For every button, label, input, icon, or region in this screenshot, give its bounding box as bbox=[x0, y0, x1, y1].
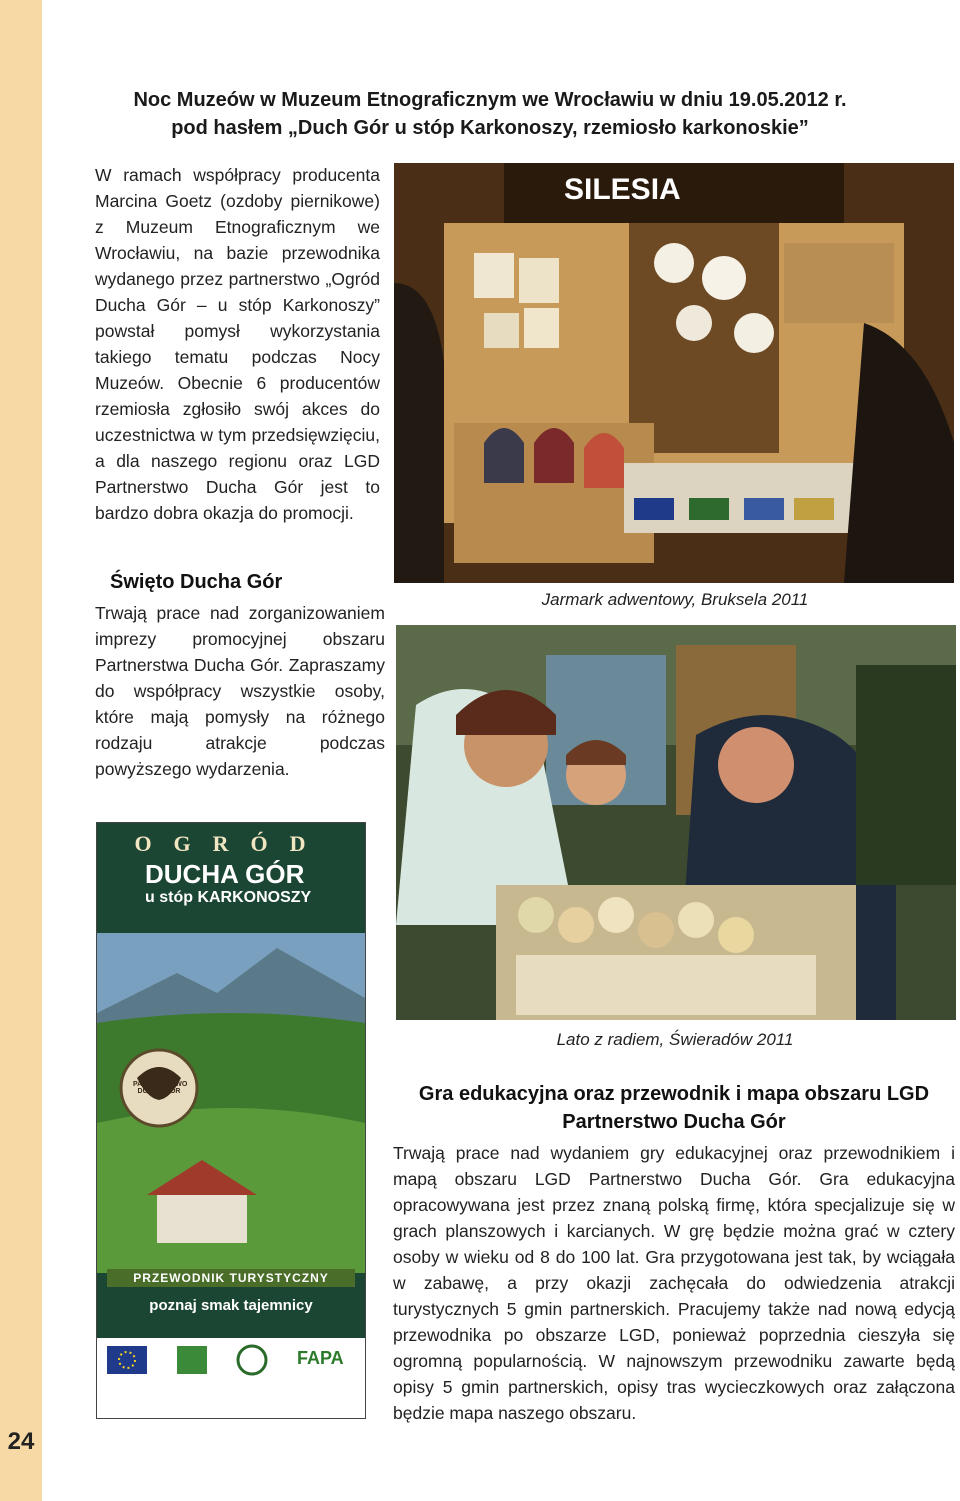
cover-title-karkonoszy: u stóp KARKONOSZY bbox=[145, 889, 312, 906]
section2-heading: Gra edukacyjna oraz przewodnik i mapa obszaru LGD Partnerstwo Ducha Gór bbox=[418, 1083, 930, 1133]
caption-photo2: Lato z radiem, Świeradów 2011 bbox=[556, 1030, 794, 1049]
cover-partnership-logo: PARTNERSTWO DUCHA GÓR bbox=[133, 1081, 188, 1095]
section-swieto bbox=[95, 568, 385, 782]
page-sidebar bbox=[0, 0, 42, 1501]
cover-logos bbox=[97, 1338, 365, 1418]
cover-band: PRZEWODNIK TURYSTYCZNY bbox=[107, 1269, 355, 1287]
section1-text: Trwają prace nad zorganizowaniem imprezy promocyjnej obszaru Partnerstwa Ducha Gór. Zapraszamy do współpracy wszystkie osoby, które mają pomysły na różnego rodzaju atrakcje podczas powyższego wydarzenia. bbox=[95, 603, 385, 779]
fapa-logo: FAPA bbox=[297, 1348, 344, 1368]
photo-advent-market bbox=[394, 163, 954, 583]
caption-photo1: Jarmark adwentowy, Bruksela 2011 bbox=[541, 590, 809, 609]
stall-sign: SILESIA bbox=[564, 173, 681, 206]
section1-heading: Święto Ducha Gór bbox=[110, 571, 283, 593]
guide-cover bbox=[96, 822, 366, 1419]
photo-summer-radio bbox=[396, 625, 956, 1020]
page-title-line1: Noc Muzeów w Muzeum Etnograficznym we Wrocławiu w dniu 19.05.2012 r. bbox=[133, 89, 847, 111]
cover-title-ducha-gor: DUCHA GÓR bbox=[145, 859, 305, 889]
section2-text: Trwają prace nad wydaniem gry edukacyjnej oraz przewodnikiem i mapą obszaru LGD Partnerstwo Ducha Gór. Gra edukacyjna opracowywana jest przez znaną polską firmę, która specjalizuje się w grach planszowych i karcianych. W grę będzie można grać w cztery osoby w wieku od 8 do 100 lat. Gra przygotowana jest tak, by wciągała w zabawę, a przy okazji zachęcała do odwiedzenia atrakcji turystycznych 5 gmin partnerskich. Pracujemy także nad nową edycją przewodnika po obszarze LGD, ponieważ poprzednia cieszyła się ogromną popularnością. W najnowszym przewodniku zawarte będą opisy 5 gmin partnerskich, opisy tras wycieczkowych oraz załączona będzie mapa naszego obszaru. bbox=[393, 1143, 955, 1423]
intro-paragraph: W ramach współpracy producenta Marcina Goetz (ozdoby piernikowe) z Muzeum Etnograficznym we Wrocławiu, na bazie przewodnika wydanego przez partnerstwo „Ogród Ducha Gór – u stóp Karkonoszy” powstał pomysł wykorzystania takiego tematu podczas Nocy Muzeów. Obecnie 6 producentów rzemiosła zgłosiło swój akces do uczestnictwa w tym przedsięwzięciu, a dla naszego regionu oraz LGD Partnerstwo Ducha Gór jest to bardzo dobra okazja do promocji. bbox=[95, 165, 380, 523]
cover-slogan: poznaj smak tajemnicy bbox=[149, 1297, 313, 1314]
page-number: 24 bbox=[7, 1428, 35, 1455]
cover-title-ogrod: OGRÓD bbox=[134, 831, 328, 856]
section-gra bbox=[393, 1080, 955, 1426]
page-title-line2: pod hasłem „Duch Gór u stóp Karkonoszy, rzemiosło karkonoskie” bbox=[171, 117, 809, 139]
